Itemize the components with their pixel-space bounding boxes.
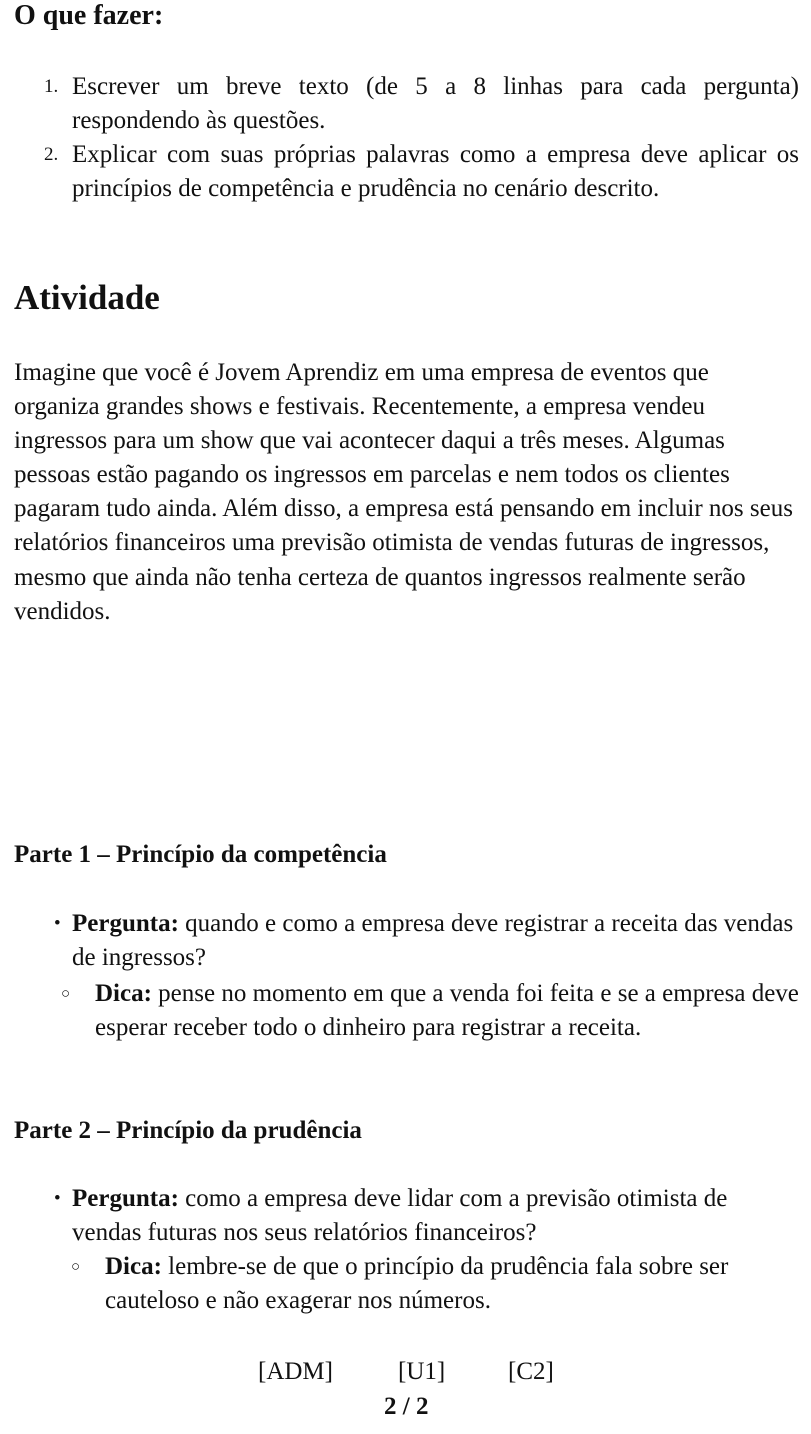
question-label: Pergunta:	[72, 910, 179, 937]
part2-question	[54, 1182, 797, 1250]
question-text: como a empresa deve lidar com a previsão otimista de vendas futuras nos seus relatórios financeiros?	[72, 1185, 728, 1246]
tip-text: lembre-se de que o princípio da prudência fala sobre ser cauteloso e não exagerar nos números.	[105, 1253, 729, 1314]
tip-label: Dica:	[105, 1253, 162, 1280]
footer-code-adm: [ADM]	[258, 1358, 333, 1385]
steps-list	[0, 70, 811, 206]
part2-tip	[71, 1250, 805, 1318]
footer-code-u1: [U1]	[398, 1358, 446, 1385]
part1-title: Parte 1 – Princípio da competência	[14, 841, 387, 868]
part2-title: Parte 2 – Princípio da prudência	[14, 1117, 362, 1144]
list-item-text: Escrever um breve texto (de 5 a 8 linhas para cada pergunta) respondendo às questões.	[72, 73, 799, 134]
question-text: quando e como a empresa deve registrar a receita das vendas de ingressos?	[72, 910, 794, 971]
list-item-text: Explicar com suas próprias palavras como a empresa deve aplicar os princípios de competência e prudência no cenário descrito.	[72, 141, 799, 202]
part1-tip	[61, 977, 805, 1045]
scenario-paragraph: Imagine que você é Jovem Aprendiz em uma empresa de eventos que organiza grandes shows e festivais. Recentemente, a empresa vendeu ingressos para um show que vai acontecer daqui a três meses. Algumas pessoas estão pagando os ingressos em parcelas e nem todos os clientes pagaram tudo ainda. Além disso, a empresa está pensando em incluir nos seus relatórios financeiros uma previsão otimista de vendas futuras de ingressos, mesmo que ainda não tenha certeza de quantos ingressos realmente serão vendidos.	[14, 359, 793, 625]
page-number: 2 / 2	[384, 1393, 429, 1420]
list-item-number: 1.	[44, 76, 59, 97]
bullet-icon: •	[54, 913, 61, 934]
list-item	[0, 138, 811, 206]
tip-text: pense no momento em que a venda foi feita e se a empresa deve esperar receber todo o dinheiro para registrar a receita.	[95, 980, 799, 1041]
list-item-number: 2.	[44, 144, 59, 165]
hollow-bullet-icon: ○	[71, 1259, 81, 1275]
what-to-do-heading: O que fazer:	[14, 0, 164, 31]
list-item	[0, 70, 811, 138]
footer-code-c2: [C2]	[508, 1358, 554, 1385]
activity-heading: Atividade	[14, 278, 160, 317]
part1-question	[54, 907, 797, 975]
question-label: Pergunta:	[72, 1185, 179, 1212]
bullet-icon: •	[54, 1188, 61, 1209]
hollow-bullet-icon: ○	[61, 986, 71, 1002]
tip-label: Dica:	[95, 980, 152, 1007]
